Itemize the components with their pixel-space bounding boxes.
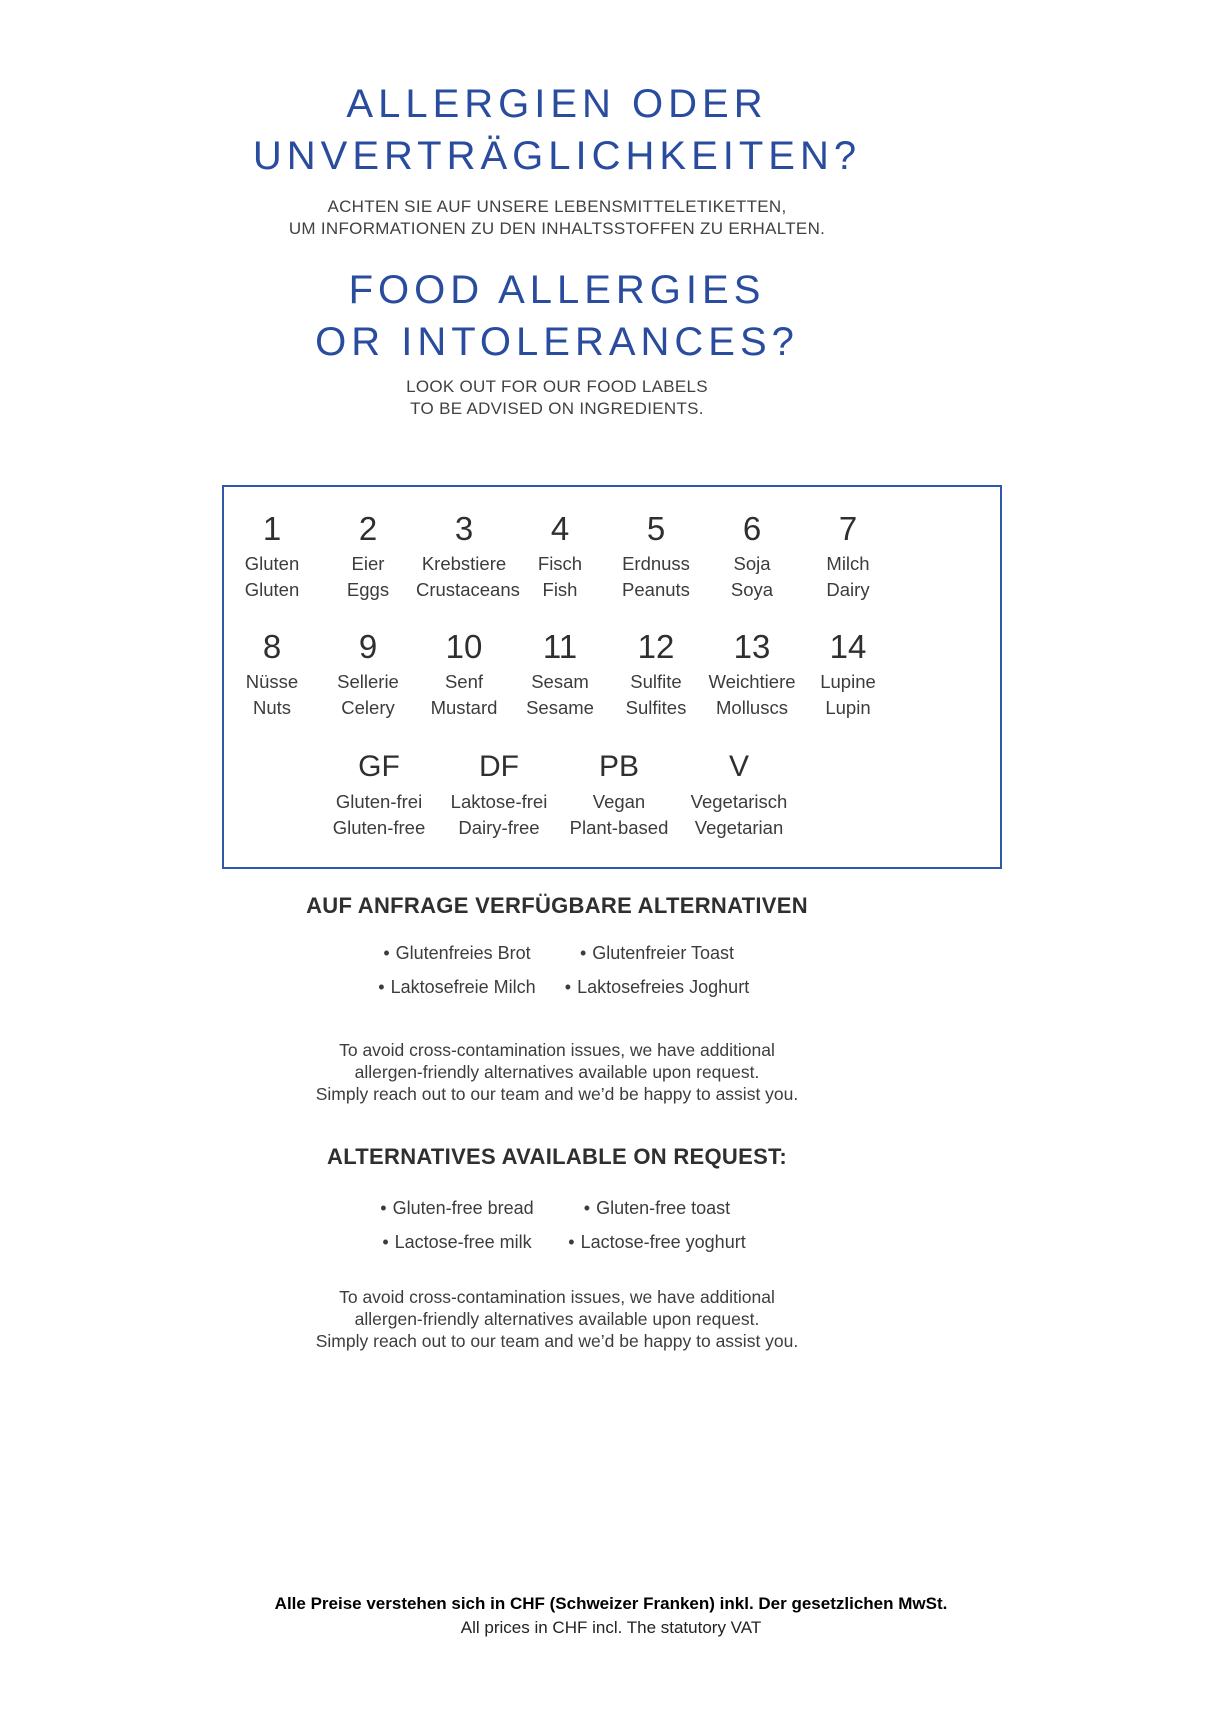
list-item-label: Gluten-free toast [596,1198,731,1218]
list-item [357,975,557,999]
alternatives-heading-english: ALTERNATIVES AVAILABLE ON REQUEST: [327,1144,787,1169]
diet-name-en: Plant-based [569,817,669,838]
allergen-name-en: Celery [341,697,395,718]
allergen-cell-3 [416,507,520,603]
allergen-cell-10 [416,625,512,721]
allergen-cell-8 [224,625,320,721]
allergen-cell-1 [224,507,320,603]
list-item [557,1230,757,1254]
title-english-line1: FOOD ALLERGIES [348,268,766,312]
list-item [557,975,757,999]
list-item-label: Gluten-free bread [392,1198,534,1218]
list-item [357,1230,557,1254]
allergen-name-en: Peanuts [622,579,690,600]
allergen-cell-11 [512,625,608,721]
allergen-number: 13 [733,628,771,665]
bullet-icon: • [564,977,572,997]
header-section [0,0,1114,420]
diet-name-de: Vegetarisch [690,791,788,812]
bullet-icon: • [380,1198,387,1218]
diet-cell-gf [319,745,439,841]
note-line1: To avoid cross-contamination issues, we have additional [339,1040,775,1060]
allergen-name-en: Sulfites [625,697,687,718]
allergen-name-de: Milch [826,553,870,574]
allergen-name-de: Sesam [531,671,589,692]
bullet-icon: • [383,943,390,963]
allergen-cell-2 [320,507,416,603]
allergen-name-de: Weichtiere [708,671,796,692]
allergen-name-en: Nuts [252,697,292,718]
allergen-cell-13 [704,625,800,721]
allergen-cell-7 [800,507,896,603]
allergen-name-en: Eggs [346,579,390,600]
allergen-name-en: Sesame [526,697,594,718]
list-item-label: Glutenfreies Brot [395,943,531,963]
allergen-cell-9 [320,625,416,721]
alternatives-german-section [0,893,1114,1352]
list-item [557,941,757,965]
allergen-name-en: Mustard [430,697,498,718]
list-item-label: Lactose-free milk [394,1232,532,1252]
allergen-number: 7 [838,510,858,547]
cross-contamination-note-2 [0,1286,1114,1352]
allergen-number: 14 [829,628,867,665]
allergen-number: 4 [550,510,570,547]
diet-code: V [728,750,749,783]
bullet-icon: • [568,1232,575,1252]
allergen-number: 11 [542,628,578,665]
allergen-name-de: Eier [351,553,385,574]
note-line2: allergen-friendly alternatives available upon request. [354,1062,760,1082]
allergen-name-en: Lupin [825,697,871,718]
allergen-number: 3 [454,510,474,547]
diet-name-en: Vegetarian [694,817,784,838]
diet-cell-df [439,745,559,841]
diet-cell-pb [559,745,679,841]
diet-legend-row [319,745,1000,841]
bullet-icon: • [579,943,587,963]
subtitle-english [0,376,1114,420]
price-note-english: All prices in CHF incl. The statutory VAT [460,1618,762,1637]
allergen-name-en: Crustaceans [416,579,520,600]
note-line3: Simply reach out to our team and we’d be happy to assist you. [315,1331,799,1351]
title-english-line2: OR INTOLERANCES? [315,320,799,364]
allergen-name-de: Sellerie [337,671,399,692]
subtitle-german [0,196,1114,240]
subtitle-english-line1: LOOK OUT FOR OUR FOOD LABELS [406,377,708,396]
title-german-line1: ALLERGIEN ODER [346,82,768,126]
allergen-name-en: Fish [542,579,578,600]
allergen-name-de: Erdnuss [622,553,690,574]
allergen-name-en: Soya [730,579,774,600]
allergen-legend-box [222,485,1002,869]
subtitle-german-line2: UM INFORMATIONEN ZU DEN INHALTSSTOFFEN ZU ERHALTEN. [288,219,826,238]
allergen-cell-5 [608,507,704,603]
allergen-name-de: Fisch [537,553,583,574]
note-line2: allergen-friendly alternatives available upon request. [354,1309,760,1329]
diet-name-de: Gluten-frei [335,791,423,812]
diet-name-en: Gluten-free [332,817,426,838]
bullet-icon: • [382,1232,389,1252]
diet-code: GF [358,750,400,783]
list-item [357,941,557,965]
subtitle-german-line1: ACHTEN SIE AUF UNSERE LEBENSMITTELETIKETTEN, [327,197,787,216]
alternatives-list-german [357,941,757,999]
title-german-line2: UNVERTRÄGLICHKEITEN? [252,134,862,178]
list-item-label: Lactose-free yoghurt [580,1232,746,1252]
diet-name-de: Laktose-frei [450,791,548,812]
allergen-row-1 [224,507,896,603]
diet-cell-v [679,745,799,841]
diet-code: DF [479,750,519,783]
allergen-number: 6 [742,510,762,547]
allergen-number: 5 [646,510,666,547]
diet-code: PB [598,750,640,783]
allergen-name-de: Soja [733,553,771,574]
allergen-number: 1 [262,510,282,547]
title-german [0,0,1114,182]
allergen-number: 10 [445,628,483,665]
allergen-name-de: Krebstiere [421,553,507,574]
bullet-icon: • [583,1198,591,1218]
allergen-cell-12 [608,625,704,721]
allergen-name-de: Gluten [244,553,300,574]
allergen-name-en: Dairy [826,579,870,600]
price-note-german: Alle Preise verstehen sich in CHF (Schweizer Franken) inkl. Der gesetzlichen MwSt. [274,1594,948,1613]
list-item-label: Laktosefreies Joghurt [577,977,750,997]
subtitle-english-line2: TO BE ADVISED ON INGREDIENTS. [410,399,704,418]
allergen-number: 12 [637,628,675,665]
list-item-label: Laktosefreie Milch [390,977,536,997]
list-item-label: Glutenfreier Toast [592,943,735,963]
diet-name-de: Vegan [592,791,646,812]
diet-name-en: Dairy-free [458,817,540,838]
list-item [557,1196,757,1220]
allergen-name-de: Nüsse [245,671,299,692]
allergen-cell-14 [800,625,896,721]
list-item [357,1196,557,1220]
allergen-number: 2 [358,510,378,547]
cross-contamination-note-1 [0,1039,1114,1105]
allergen-name-de: Lupine [820,671,876,692]
bullet-icon: • [378,977,385,997]
allergen-name-de: Sulfite [630,671,682,692]
allergen-cell-4 [512,507,608,603]
allergen-name-en: Gluten [244,579,300,600]
allergen-row-2 [224,625,896,721]
footer [0,1592,1222,1640]
title-english [0,264,1114,368]
allergen-name-de: Senf [444,671,484,692]
note-line3: Simply reach out to our team and we’d be happy to assist you. [315,1084,799,1104]
allergen-number: 9 [358,628,378,665]
allergen-cell-6 [704,507,800,603]
alternatives-heading-german: AUF ANFRAGE VERFÜGBARE ALTERNATIVEN [306,893,808,918]
note-line1: To avoid cross-contamination issues, we have additional [339,1287,775,1307]
alternatives-list-english [357,1196,757,1254]
allergen-number: 8 [262,628,282,665]
allergen-name-en: Molluscs [716,697,788,718]
